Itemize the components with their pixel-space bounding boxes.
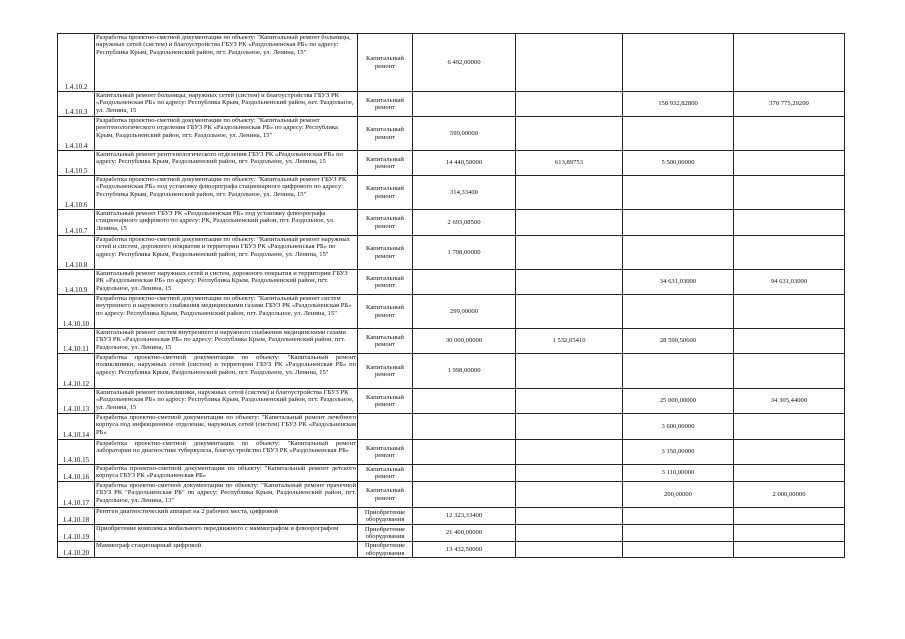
row-value-1 — [413, 465, 516, 482]
row-code: 1.4.10.14 — [58, 414, 95, 440]
row-code: 1.4.10.10 — [58, 295, 95, 329]
row-value-3: 158 932,82800 — [623, 92, 734, 117]
row-kind: Капитальный ремонт — [358, 389, 413, 414]
row-value-2 — [516, 542, 623, 558]
row-value-4 — [734, 542, 845, 558]
row-name: Разработка проектно-сметной документации по объекту: "Капитальный ремонт детского корпуса ГБУЗ РК «Раздольненская РБ» — [95, 465, 358, 482]
row-name: Капитальный ремонт наружных сетей и систем, дорожного покрытия и территории ГБУЗ РК «Раздольненская РБ» по адресу: Республика Крым, Раздольненский район, пгт. Раздольное, ул. Ленина, 15 — [95, 270, 358, 295]
table-row — [58, 465, 845, 482]
row-value-2 — [516, 414, 623, 440]
table-row — [58, 176, 845, 210]
row-value-1: 599,00000 — [413, 117, 516, 151]
row-name: Разработка проектно-сметной документации по объекту: "Капитальный ремонт лечебного корпуса под инфекционное отделение, наружных сетей (систем) ГБУЗ РК «Раздольненская РБ» — [95, 414, 358, 440]
row-value-1: 13 432,50000 — [413, 542, 516, 558]
row-value-4 — [734, 176, 845, 210]
row-kind: Капитальный ремонт — [358, 236, 413, 270]
row-code: 1.4.10.15 — [58, 440, 95, 465]
row-name: Разработка проектно-сметной документации по объекту: "Капитальный ремонт прачечной ГБУЗ РК "Раздольненская РБ" по адресу: Республика Крым, Раздольненский район, пгт. Раздольное, ул. Ленина, 13" — [95, 482, 358, 508]
row-value-3 — [623, 176, 734, 210]
row-value-4: 94 631,03000 — [734, 270, 845, 295]
row-value-4 — [734, 329, 845, 354]
row-value-2: 613,89753 — [516, 151, 623, 176]
row-kind: Капитальный ремонт — [358, 482, 413, 508]
row-code: 1.4.10.3 — [58, 92, 95, 117]
row-value-3 — [623, 236, 734, 270]
row-kind: Приобретение оборудования — [358, 542, 413, 558]
table-row — [58, 329, 845, 354]
row-value-2 — [516, 440, 623, 465]
row-value-2 — [516, 389, 623, 414]
row-value-4 — [734, 151, 845, 176]
table-row — [58, 34, 845, 92]
row-value-2 — [516, 465, 623, 482]
row-value-4: 34 305,44000 — [734, 389, 845, 414]
row-name: Капитальный ремонт больницы, наружных сетей (систем) и благоустройства ГБУЗ РК «Раздольненская РБ» по адресу: Республика Крым, Раздольненский район, пгт. Раздольное, ул. Ленина, 15 — [95, 92, 358, 117]
row-code: 1.4.10.18 — [58, 508, 95, 525]
row-value-2 — [516, 354, 623, 389]
table-row — [58, 389, 845, 414]
row-code: 1.4.10.16 — [58, 465, 95, 482]
row-value-1 — [413, 92, 516, 117]
table-row — [58, 117, 845, 151]
row-name: Разработка проектно-сметной документации по объекту: "Капитальный ремонт систем внутреннего и наружного снабжения медицинскими газами ГБУЗ РК «Раздольненская РБ» по адресу: Республика Крым, Раздольненский район, пгт. Раздольное, ул. Ленина, 15" — [95, 295, 358, 329]
table-row — [58, 270, 845, 295]
row-value-1 — [413, 270, 516, 295]
row-code: 1.4.10.11 — [58, 329, 95, 354]
row-value-1: 1 998,00000 — [413, 354, 516, 389]
row-value-4: 370 775,29200 — [734, 92, 845, 117]
row-kind: Капитальный ремонт — [358, 34, 413, 92]
row-value-3 — [623, 210, 734, 236]
row-value-4 — [734, 414, 845, 440]
row-value-3: 3 110,00000 — [623, 465, 734, 482]
row-code: 1.4.10.4 — [58, 117, 95, 151]
row-code: 1.4.10.9 — [58, 270, 95, 295]
row-value-1: 14 440,50000 — [413, 151, 516, 176]
row-name: Разработка проектно-сметной документации по объекту: "Капитальный ремонт поликлиники, наружных сетей (систем) и территории ГБУЗ РК «Раздольненская РБ» по адресу: Республика Крым, Раздольненский район, пгт. Раздольное, ул. Ленина, 15" — [95, 354, 358, 389]
row-value-4 — [734, 465, 845, 482]
table-row — [58, 354, 845, 389]
row-name: Приобретение комплекса мобильного передвижного с маммографом и флюорографом — [95, 525, 358, 542]
row-value-2 — [516, 117, 623, 151]
row-kind: Капитальный ремонт — [358, 354, 413, 389]
row-kind: Капитальный ремонт — [358, 210, 413, 236]
row-kind: Капитальный ремонт — [358, 117, 413, 151]
row-name: Разработка проектно-сметной документации по объекту: "Капитальный ремонт ГБУЗ РК «Раздольненская РБ» под установку флюорографа стационарного цифрового по адресу: Республика Крым, Раздольненский район, пгт. Раздольное, ул. Ленина, 15" — [95, 176, 358, 210]
row-value-2 — [516, 210, 623, 236]
row-value-4: 2 000,00000 — [734, 482, 845, 508]
row-value-3: 34 631,03000 — [623, 270, 734, 295]
row-code: 1.4.10.20 — [58, 542, 95, 558]
row-value-1 — [413, 482, 516, 508]
row-value-3: 3 150,00000 — [623, 440, 734, 465]
row-value-3 — [623, 354, 734, 389]
row-value-3 — [623, 542, 734, 558]
budget-table — [57, 33, 845, 558]
row-code: 1.4.10.7 — [58, 210, 95, 236]
row-value-3 — [623, 117, 734, 151]
row-value-2 — [516, 525, 623, 542]
row-kind: Приобретение оборудования — [358, 508, 413, 525]
row-name: Рентген диагностический аппарат на 2 рабочих места, цифровой — [95, 508, 358, 525]
row-value-4 — [734, 34, 845, 92]
table-row — [58, 542, 845, 558]
row-code: 1.4.10.19 — [58, 525, 95, 542]
row-value-4 — [734, 525, 845, 542]
row-value-3 — [623, 295, 734, 329]
row-value-4 — [734, 236, 845, 270]
row-name: Разработка проектно-сметной документации по объекту: "Капитальный ремонт больницы, наружных сетей (систем) и благоустройства ГБУЗ РК «Раздольненская РБ» по адресу: Республика Крым, Раздольненский район, пгт. Раздольное, ул. Ленина, 15" — [95, 34, 358, 92]
row-value-1: 299,00000 — [413, 295, 516, 329]
row-value-4 — [734, 210, 845, 236]
row-value-1: 12 323,33400 — [413, 508, 516, 525]
row-value-2: 1 532,65410 — [516, 329, 623, 354]
row-value-4 — [734, 354, 845, 389]
row-name: Капитальный ремонт ГБУЗ РК «Раздольненская РБ» под установку флюорографа стационарного цифрового по адресу: РК, Раздольненский район, пгт. Раздольное, ул. Ленина, 15 — [95, 210, 358, 236]
row-value-1: 21 400,00000 — [413, 525, 516, 542]
row-name: Маммограф стационарный цифровой — [95, 542, 358, 558]
table-row — [58, 236, 845, 270]
row-value-1 — [413, 414, 516, 440]
row-value-1 — [413, 440, 516, 465]
row-value-2 — [516, 270, 623, 295]
row-value-2 — [516, 482, 623, 508]
table-row — [58, 508, 845, 525]
row-kind: Капитальный ремонт — [358, 465, 413, 482]
table-row — [58, 210, 845, 236]
row-kind: Капитальный ремонт — [358, 92, 413, 117]
row-value-1 — [413, 389, 516, 414]
row-value-2 — [516, 176, 623, 210]
row-value-4 — [734, 117, 845, 151]
row-name: Капитальный ремонт поликлиники, наружных сетей (систем) и благоустройства ГБУЗ РК «Раздольненская РБ» по адресу: Республика Крым, Раздольненский район, пгт. Раздольное, ул. Ленина, 15 — [95, 389, 358, 414]
row-code: 1.4.10.2 — [58, 34, 95, 92]
row-name: Капитальный ремонт систем внутреннего и наружного снабжения медицинскими газами ГБУЗ РК «Раздольненская РБ» по адресу: Республика Крым, Раздольненский район, пгт. Раздольное, ул. Ленина, 15 — [95, 329, 358, 354]
table-row — [58, 295, 845, 329]
row-name: Разработка проектно-сметной документации по объекту: "Капитальный ремонт лаборатории по диагностике туберкулеза, благоустройство ГБУЗ РК «Раздольненская РБ» — [95, 440, 358, 465]
row-code: 1.4.10.12 — [58, 354, 95, 389]
row-value-3: 200,00000 — [623, 482, 734, 508]
row-value-2 — [516, 236, 623, 270]
row-name: Капитальный ремонт рентгенологического отделения ГБУЗ РК «Раздольненская РБ» по адресу: Республика Крым, Раздольненский район, пгт. Раздольное, ул. Ленина, 15 — [95, 151, 358, 176]
table-row — [58, 525, 845, 542]
row-value-1: 30 000,00000 — [413, 329, 516, 354]
row-kind: Капитальный ремонт — [358, 151, 413, 176]
row-value-2 — [516, 34, 623, 92]
row-value-1: 2 693,08500 — [413, 210, 516, 236]
row-value-3: 25 000,00000 — [623, 389, 734, 414]
row-code: 1.4.10.8 — [58, 236, 95, 270]
row-value-2 — [516, 508, 623, 525]
table-body — [58, 34, 845, 558]
table-row — [58, 414, 845, 440]
row-value-1: 6 492,00000 — [413, 34, 516, 92]
row-kind: Капитальный ремонт — [358, 329, 413, 354]
row-kind — [358, 414, 413, 440]
row-kind: Капитальный ремонт — [358, 440, 413, 465]
row-value-3: 28 590,50600 — [623, 329, 734, 354]
row-kind: Капитальный ремонт — [358, 295, 413, 329]
row-value-2 — [516, 295, 623, 329]
table-row — [58, 482, 845, 508]
row-name: Разработка проектно-сметной документации по объекту: "Капитальный ремонт наружных сетей и систем, дорожного покрытия и территории ГБУЗ РК «Раздольненская РБ» по адресу: Республика Крым, Раздольненский район, пгт. Раздольное, ул. Ленина, 15" — [95, 236, 358, 270]
row-value-2 — [516, 92, 623, 117]
row-code: 1.4.10.17 — [58, 482, 95, 508]
row-kind: Капитальный ремонт — [358, 176, 413, 210]
row-value-3 — [623, 34, 734, 92]
row-value-3: 5 500,00000 — [623, 151, 734, 176]
row-kind: Приобретение оборудования — [358, 525, 413, 542]
row-code: 1.4.10.5 — [58, 151, 95, 176]
row-value-4 — [734, 440, 845, 465]
table-row — [58, 151, 845, 176]
row-value-3 — [623, 508, 734, 525]
table-row — [58, 92, 845, 117]
row-value-3 — [623, 525, 734, 542]
row-kind: Капитальный ремонт — [358, 270, 413, 295]
row-value-4 — [734, 508, 845, 525]
row-value-3: 3 600,00000 — [623, 414, 734, 440]
row-name: Разработка проектно-сметной документации по объекту: "Капитальный ремонт рентгенологического отделения ГБУЗ РК «Раздольненская РБ» по адресу: Республика Крым, Раздольненский район, пгт. Раздольное, ул. Ленина, 15" — [95, 117, 358, 151]
row-code: 1.4.10.13 — [58, 389, 95, 414]
row-value-4 — [734, 295, 845, 329]
row-code: 1.4.10.6 — [58, 176, 95, 210]
table-row — [58, 440, 845, 465]
row-value-1: 1 798,00000 — [413, 236, 516, 270]
row-value-1: 314,33400 — [413, 176, 516, 210]
